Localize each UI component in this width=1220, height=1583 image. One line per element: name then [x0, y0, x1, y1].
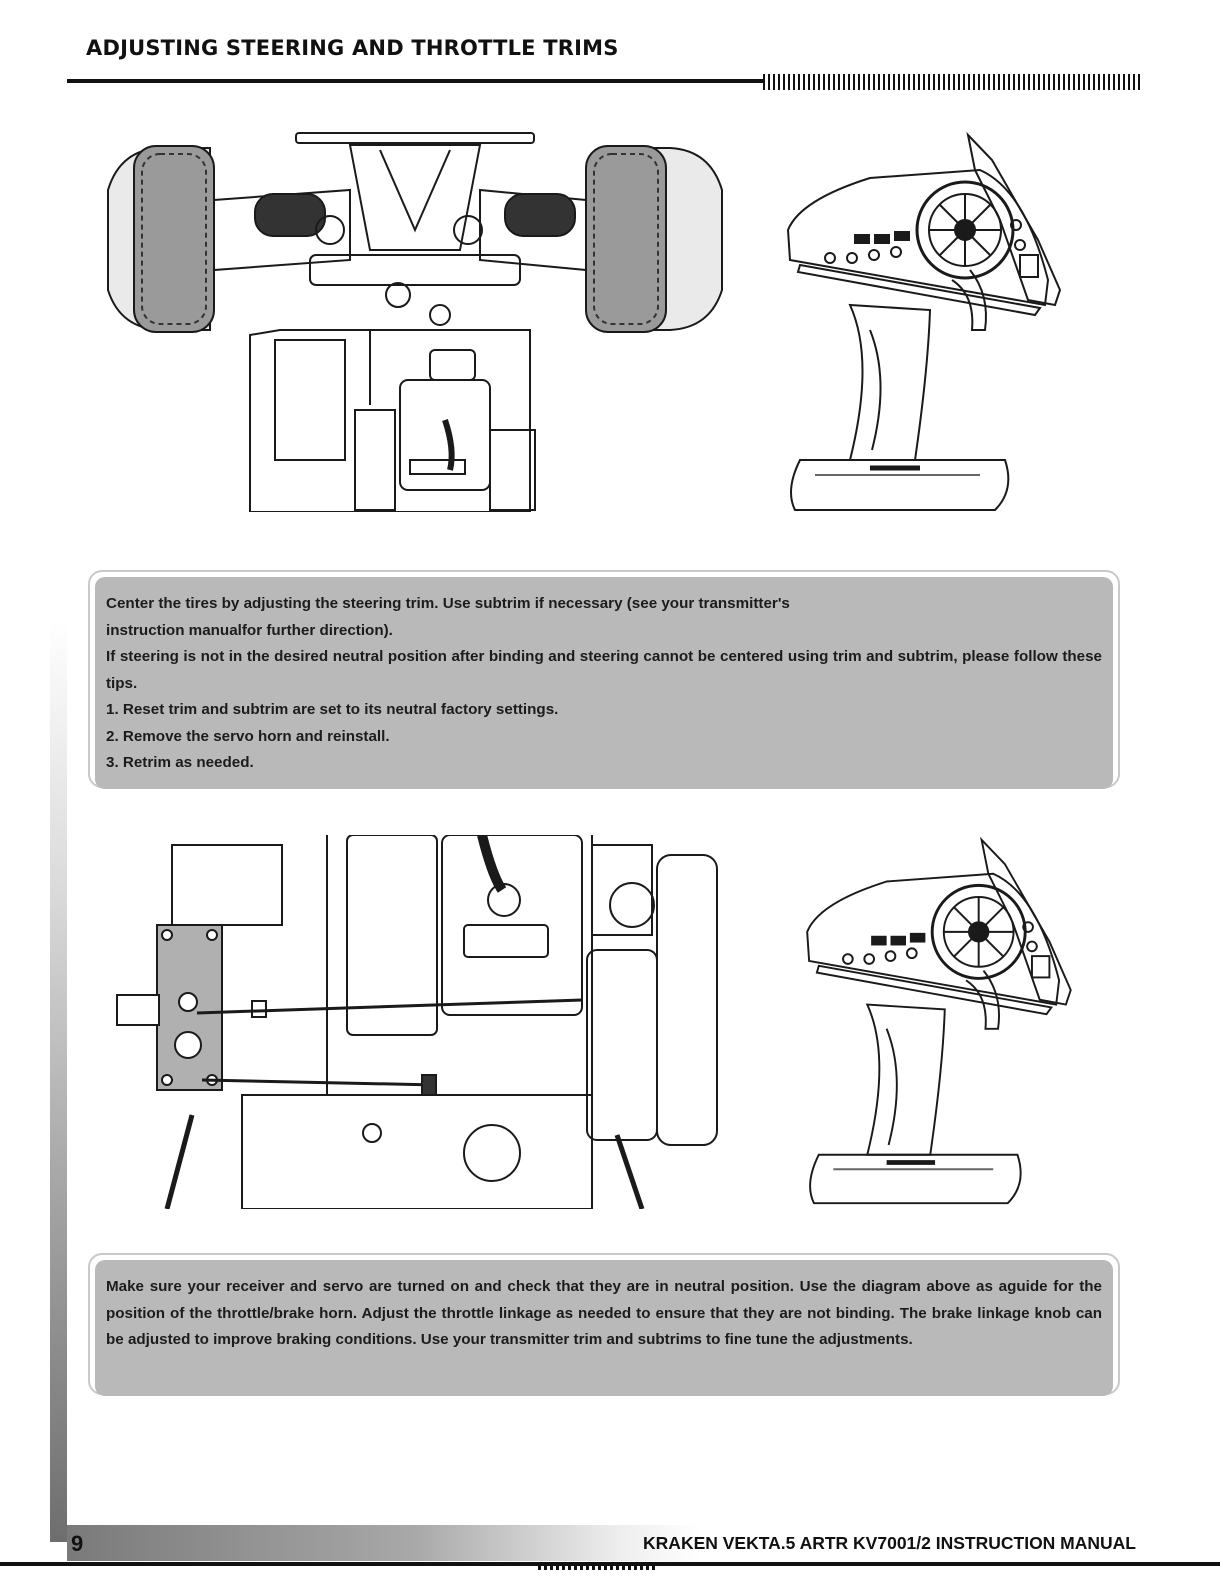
transmitter-icon — [795, 835, 1080, 1209]
throttle-note-text: Make sure your receiver and servo are turned on and check that they are in neutral position. Use the diagram above as aguide for the position of the throttle/brake horn. Adjust the throttle linkage as needed to ensure that they are not binding. The brake linkage knob can be adjusted to improve braking conditions. Use your transmitter trim and subtrims to fine tune the adjustments. — [106, 1278, 1102, 1348]
steering-note-line: Center the tires by adjusting the steering trim. Use subtrim if necessary (see your transmitter's — [106, 595, 790, 612]
steering-trim-note — [88, 570, 1120, 788]
header-tick-marks — [763, 74, 1141, 90]
throttle-linkage-servo-icon — [112, 835, 732, 1209]
bottom-tick-marks — [538, 1566, 658, 1570]
steering-note-step: 3. Retrim as needed. — [106, 754, 254, 771]
page-number: 9 — [71, 1531, 84, 1556]
steering-note-line: instruction manualfor further direction). — [106, 621, 393, 639]
title-rule — [67, 79, 763, 83]
steering-note-step: 2. Remove the servo horn and reinstall. — [106, 727, 390, 745]
manual-title: KRAKEN VEKTA.5 ARTR KV7001/2 INSTRUCTION MANUAL — [643, 1533, 1136, 1553]
throttle-trim-note — [88, 1253, 1120, 1395]
rc-car-front-chassis-icon — [100, 130, 730, 512]
steering-note-line: If steering is not in the desired neutral position after binding and steering cannot be centered using trim and subtrim, please follow these tips. — [106, 648, 1102, 692]
steering-note-step: 1. Reset trim and subtrim are set to its neutral factory settings. — [106, 701, 559, 718]
transmitter-icon — [780, 130, 1065, 516]
page-title: ADJUSTING STEERING AND THROTTLE TRIMS — [86, 36, 619, 60]
side-gradient-strip — [50, 620, 67, 1542]
